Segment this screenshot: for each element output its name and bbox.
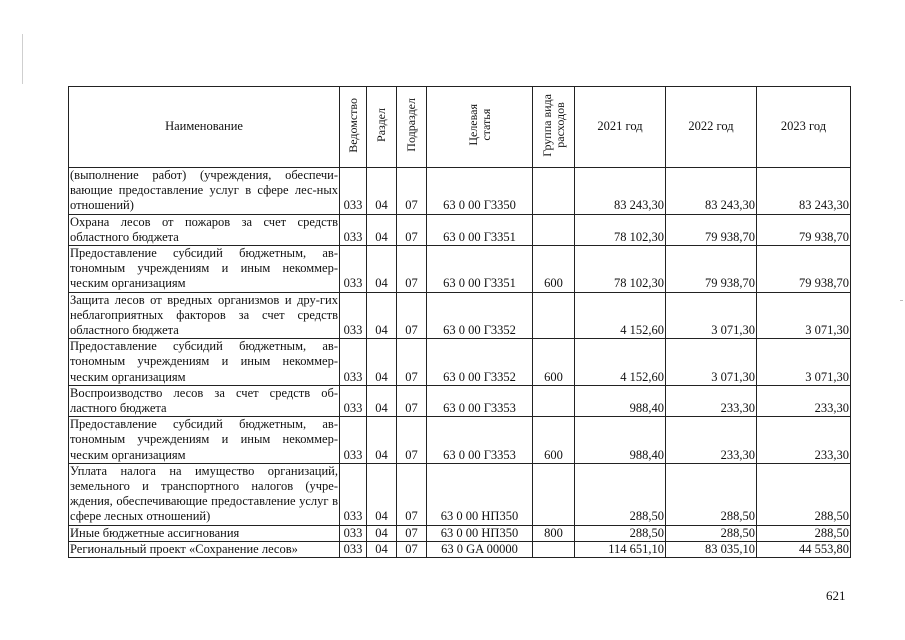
header-razdel-label: Раздел <box>374 107 388 142</box>
row-name-cell: Предоставление субсидий бюджетным, ав-тономным учреждениям и иным некоммер-ческим организациям <box>70 417 338 462</box>
row-amount-2022-cell: 288,50 <box>666 463 757 525</box>
table-row <box>69 541 851 557</box>
header-year-2023: 2023 год <box>757 87 851 168</box>
row-name-cell: Защита лесов от вредных организмов и дру-гих неблагоприятных факторов за счет средств областного бюджета <box>70 292 338 338</box>
row-target-article-cell: 63 0 00 Г3351 <box>427 214 533 245</box>
row-target-article-cell: 63 0 00 НП350 <box>427 525 533 541</box>
row-name-cell: Предоставление субсидий бюджетным, ав-тономным учреждениям и иным некоммер-ческим организациям <box>70 339 338 384</box>
row-expense-group-cell: 600 <box>533 417 575 464</box>
table-row <box>69 525 851 541</box>
row-amount-2021-cell: 4 152,60 <box>575 339 666 386</box>
header-expense-group <box>533 87 575 168</box>
row-amount-2021-cell: 4 152,60 <box>575 292 666 339</box>
row-amount-2023-cell: 233,30 <box>757 385 851 416</box>
row-target-article-cell: 63 0 00 Г3351 <box>427 246 533 293</box>
row-vedomstvo-cell: 033 <box>340 385 367 416</box>
row-name-cell: Уплата налога на имущество организаций, земельного и транспортного налогов (учре-ждения, обеспечивающие предоставление услуг в сфере лесных отношений) <box>70 463 338 524</box>
row-amount-2021-cell: 988,40 <box>575 417 666 464</box>
row-amount-2023-cell: 79 938,70 <box>757 214 851 245</box>
row-razdel-cell: 04 <box>367 168 397 215</box>
table-row <box>69 385 851 416</box>
row-amount-2021-cell: 288,50 <box>575 463 666 525</box>
table-body <box>69 168 851 558</box>
row-amount-2022-cell: 3 071,30 <box>666 339 757 386</box>
row-vedomstvo-cell: 033 <box>340 417 367 464</box>
row-amount-2022-cell: 3 071,30 <box>666 292 757 339</box>
scan-margin-mark <box>900 300 903 301</box>
row-target-article-cell: 63 0 GA 00000 <box>427 541 533 557</box>
row-vedomstvo-cell: 033 <box>340 525 367 541</box>
row-podrazdel-cell: 07 <box>397 385 427 416</box>
table-row <box>69 463 851 525</box>
row-amount-2022-cell: 83 035,10 <box>666 541 757 557</box>
row-razdel-cell: 04 <box>367 292 397 339</box>
row-razdel-cell: 04 <box>367 385 397 416</box>
header-vedomstvo <box>340 87 367 168</box>
row-podrazdel-cell: 07 <box>397 292 427 339</box>
row-expense-group-cell: 600 <box>533 246 575 293</box>
table-row <box>69 292 851 339</box>
header-target-article-label: Целевая статья <box>465 104 493 146</box>
header-podrazdel-label: Подраздел <box>404 98 418 152</box>
row-amount-2021-cell: 78 102,30 <box>575 214 666 245</box>
header-year-2021: 2021 год <box>575 87 666 168</box>
row-amount-2023-cell: 3 071,30 <box>757 292 851 339</box>
row-razdel-cell: 04 <box>367 339 397 386</box>
budget-table <box>68 86 851 558</box>
row-expense-group-cell <box>533 541 575 557</box>
row-expense-group-cell <box>533 214 575 245</box>
row-vedomstvo-cell: 033 <box>340 541 367 557</box>
row-vedomstvo-cell: 033 <box>340 246 367 293</box>
row-amount-2023-cell: 233,30 <box>757 417 851 464</box>
row-amount-2021-cell: 988,40 <box>575 385 666 416</box>
row-razdel-cell: 04 <box>367 246 397 293</box>
row-podrazdel-cell: 07 <box>397 417 427 464</box>
header-expense-group-label: Группа вида расходов <box>539 93 567 157</box>
row-podrazdel-cell: 07 <box>397 339 427 386</box>
row-expense-group-cell <box>533 463 575 525</box>
row-vedomstvo-cell: 033 <box>340 214 367 245</box>
row-vedomstvo-cell: 033 <box>340 292 367 339</box>
header-podrazdel <box>397 87 427 168</box>
row-amount-2022-cell: 233,30 <box>666 385 757 416</box>
table-header <box>69 87 851 168</box>
table-row <box>69 417 851 464</box>
row-amount-2021-cell: 78 102,30 <box>575 246 666 293</box>
row-target-article-cell: 63 0 00 НП350 <box>427 463 533 525</box>
row-amount-2021-cell: 83 243,30 <box>575 168 666 215</box>
row-expense-group-cell <box>533 168 575 215</box>
row-name-cell: Региональный проект «Сохранение лесов» <box>69 541 340 557</box>
row-amount-2021-cell: 114 651,10 <box>575 541 666 557</box>
table-row <box>69 168 851 215</box>
header-name: Наименование <box>69 87 340 168</box>
row-podrazdel-cell: 07 <box>397 168 427 215</box>
row-amount-2022-cell: 83 243,30 <box>666 168 757 215</box>
row-expense-group-cell: 600 <box>533 339 575 386</box>
row-razdel-cell: 04 <box>367 214 397 245</box>
row-target-article-cell: 63 0 00 Г3353 <box>427 417 533 464</box>
header-target-article <box>427 87 533 168</box>
row-amount-2021-cell: 288,50 <box>575 525 666 541</box>
table-row <box>69 339 851 386</box>
row-name-cell: (выполнение работ) (учреждения, обеспечи-вающие предоставление услуг в сфере лес-ных отношений) <box>70 168 338 213</box>
scan-margin-line <box>22 34 23 84</box>
row-target-article-cell: 63 0 00 Г3352 <box>427 339 533 386</box>
table-row <box>69 214 851 245</box>
row-podrazdel-cell: 07 <box>397 541 427 557</box>
row-target-article-cell: 63 0 00 Г3353 <box>427 385 533 416</box>
row-vedomstvo-cell: 033 <box>340 168 367 215</box>
row-razdel-cell: 04 <box>367 541 397 557</box>
row-expense-group-cell: 800 <box>533 525 575 541</box>
row-podrazdel-cell: 07 <box>397 214 427 245</box>
row-podrazdel-cell: 07 <box>397 525 427 541</box>
row-podrazdel-cell: 07 <box>397 246 427 293</box>
row-amount-2023-cell: 288,50 <box>757 463 851 525</box>
row-amount-2022-cell: 79 938,70 <box>666 246 757 293</box>
row-amount-2023-cell: 44 553,80 <box>757 541 851 557</box>
row-name-cell: Охрана лесов от пожаров за счет средств областного бюджета <box>70 214 338 244</box>
row-razdel-cell: 04 <box>367 417 397 464</box>
row-name-cell: Предоставление субсидий бюджетным, ав-тономным учреждениям и иным некоммер-ческим организациям <box>70 246 338 291</box>
row-target-article-cell: 63 0 00 Г3352 <box>427 292 533 339</box>
row-amount-2023-cell: 3 071,30 <box>757 339 851 386</box>
row-vedomstvo-cell: 033 <box>340 463 367 525</box>
row-expense-group-cell <box>533 385 575 416</box>
row-amount-2023-cell: 83 243,30 <box>757 168 851 215</box>
row-razdel-cell: 04 <box>367 525 397 541</box>
row-amount-2023-cell: 79 938,70 <box>757 246 851 293</box>
header-vedomstvo-label: Ведомство <box>345 97 360 153</box>
row-amount-2022-cell: 79 938,70 <box>666 214 757 245</box>
row-amount-2023-cell: 288,50 <box>757 525 851 541</box>
row-amount-2022-cell: 288,50 <box>666 525 757 541</box>
row-name-cell: Воспроизводство лесов за счет средств об-ластного бюджета <box>70 385 338 416</box>
row-vedomstvo-cell: 033 <box>340 339 367 386</box>
row-target-article-cell: 63 0 00 Г3350 <box>427 168 533 215</box>
header-year-2022: 2022 год <box>666 87 757 168</box>
table-row <box>69 246 851 293</box>
header-razdel <box>367 87 397 168</box>
row-amount-2022-cell: 233,30 <box>666 417 757 464</box>
row-expense-group-cell <box>533 292 575 339</box>
page-number: 621 <box>826 588 846 603</box>
row-podrazdel-cell: 07 <box>397 463 427 525</box>
row-razdel-cell: 04 <box>367 463 397 525</box>
row-name-cell: Иные бюджетные ассигнования <box>69 525 340 541</box>
